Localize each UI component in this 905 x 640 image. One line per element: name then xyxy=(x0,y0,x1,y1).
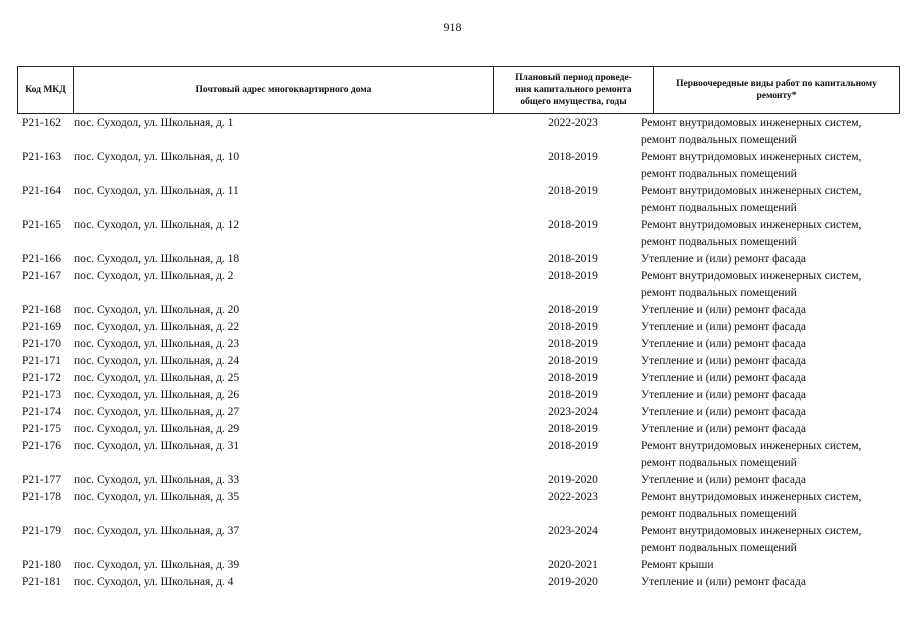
cell-address: пос. Суходол, ул. Школьная, д. 18 xyxy=(74,253,240,265)
cell-period: 2018-2019 xyxy=(548,338,598,350)
cell-period: 2018-2019 xyxy=(548,185,598,197)
table-row xyxy=(17,421,900,438)
cell-code: P21-179 xyxy=(22,525,61,537)
cell-code: P21-164 xyxy=(22,185,61,197)
cell-code: P21-178 xyxy=(22,491,61,503)
cell-code: P21-163 xyxy=(22,151,61,163)
cell-code: P21-174 xyxy=(22,406,61,418)
cell-works-line1: Утепление и (или) ремонт фасада xyxy=(641,338,806,350)
table-row xyxy=(17,353,900,370)
cell-address: пос. Суходол, ул. Школьная, д. 35 xyxy=(74,491,240,503)
table-row xyxy=(17,268,900,302)
cell-code: P21-166 xyxy=(22,253,61,265)
cell-works-line1: Утепление и (или) ремонт фасада xyxy=(641,576,806,588)
cell-code: P21-171 xyxy=(22,355,61,367)
page-number: 918 xyxy=(443,20,462,34)
cell-address: пос. Суходол, ул. Школьная, д. 4 xyxy=(74,576,234,588)
table-row xyxy=(17,574,900,591)
header-period xyxy=(493,67,653,113)
cell-period: 2018-2019 xyxy=(548,270,598,282)
cell-code: P21-162 xyxy=(22,117,61,129)
cell-period: 2018-2019 xyxy=(548,355,598,367)
cell-works-line1: Ремонт внутридомовых инженерных систем, xyxy=(641,440,862,452)
cell-works-line1: Ремонт внутридомовых инженерных систем, xyxy=(641,525,862,537)
cell-works-line1: Ремонт внутридомовых инженерных систем, xyxy=(641,270,862,282)
cell-period: 2023-2024 xyxy=(548,406,598,418)
cell-code: P21-167 xyxy=(22,270,61,282)
cell-works-line2: ремонт подвальных помещений xyxy=(641,134,797,146)
cell-works-line2: ремонт подвальных помещений xyxy=(641,287,797,299)
cell-period: 2023-2024 xyxy=(548,525,598,537)
cell-works-line2: ремонт подвальных помещений xyxy=(641,542,797,554)
cell-address: пос. Суходол, ул. Школьная, д. 26 xyxy=(74,389,240,401)
cell-works-line2: ремонт подвальных помещений xyxy=(641,457,797,469)
cell-period: 2018-2019 xyxy=(548,321,598,333)
cell-works-line1: Утепление и (или) ремонт фасада xyxy=(641,321,806,333)
cell-address: пос. Суходол, ул. Школьная, д. 20 xyxy=(74,304,240,316)
header-period-line1: Плановый период проведе- xyxy=(515,73,632,83)
cell-code: P21-173 xyxy=(22,389,61,401)
table-row xyxy=(17,115,900,149)
cell-works-line1: Ремонт внутридомовых инженерных систем, xyxy=(641,185,862,197)
cell-period: 2018-2019 xyxy=(548,372,598,384)
table-body xyxy=(17,115,900,591)
header-works xyxy=(653,67,900,113)
table-row xyxy=(17,438,900,472)
header-address: Почтовый адрес многоквартирного дома xyxy=(73,67,493,113)
cell-works-line1: Ремонт внутридомовых инженерных систем, xyxy=(641,219,862,231)
cell-period: 2019-2020 xyxy=(548,474,598,486)
cell-code: P21-172 xyxy=(22,372,61,384)
cell-works-line1: Ремонт внутридомовых инженерных систем, xyxy=(641,151,862,163)
header-period-line2: ния капитального ремонта xyxy=(515,85,632,95)
cell-address: пос. Суходол, ул. Школьная, д. 2 xyxy=(74,270,234,282)
cell-address: пос. Суходол, ул. Школьная, д. 33 xyxy=(74,474,240,486)
cell-period: 2018-2019 xyxy=(548,423,598,435)
cell-code: P21-170 xyxy=(22,338,61,350)
cell-works-line1: Утепление и (или) ремонт фасада xyxy=(641,372,806,384)
cell-works-line2: ремонт подвальных помещений xyxy=(641,168,797,180)
cell-address: пос. Суходол, ул. Школьная, д. 23 xyxy=(74,338,240,350)
cell-address: пос. Суходол, ул. Школьная, д. 11 xyxy=(74,185,239,197)
table-row xyxy=(17,472,900,489)
cell-works-line1: Утепление и (или) ремонт фасада xyxy=(641,423,806,435)
cell-works-line1: Ремонт внутридомовых инженерных систем, xyxy=(641,491,862,503)
table-row xyxy=(17,404,900,421)
cell-period: 2018-2019 xyxy=(548,304,598,316)
table-row xyxy=(17,149,900,183)
table-row xyxy=(17,251,900,268)
cell-address: пос. Суходол, ул. Школьная, д. 22 xyxy=(74,321,240,333)
table-row xyxy=(17,557,900,574)
cell-code: P21-177 xyxy=(22,474,61,486)
cell-works-line1: Утепление и (или) ремонт фасада xyxy=(641,474,806,486)
cell-code: P21-165 xyxy=(22,219,61,231)
cell-address: пос. Суходол, ул. Школьная, д. 31 xyxy=(74,440,240,452)
cell-works-line1: Ремонт внутридомовых инженерных систем, xyxy=(641,117,862,129)
cell-period: 2022-2023 xyxy=(548,117,598,129)
header-period-line3: общего имущества, годы xyxy=(520,97,627,107)
cell-period: 2018-2019 xyxy=(548,253,598,265)
cell-code: P21-176 xyxy=(22,440,61,452)
table-row xyxy=(17,523,900,557)
cell-works-line1: Утепление и (или) ремонт фасада xyxy=(641,253,806,265)
cell-works-line1: Ремонт крыши xyxy=(641,559,714,571)
cell-code: P21-168 xyxy=(22,304,61,316)
cell-works-line2: ремонт подвальных помещений xyxy=(641,236,797,248)
cell-works-line1: Утепление и (или) ремонт фасада xyxy=(641,389,806,401)
cell-period: 2018-2019 xyxy=(548,219,598,231)
table-row xyxy=(17,183,900,217)
cell-address: пос. Суходол, ул. Школьная, д. 10 xyxy=(74,151,240,163)
cell-period: 2022-2023 xyxy=(548,491,598,503)
header-code: Код МКД xyxy=(17,67,73,113)
table-row xyxy=(17,319,900,336)
cell-period: 2018-2019 xyxy=(548,151,598,163)
header-works-line1: Первоочередные виды работ по капитальному xyxy=(676,79,877,89)
cell-address: пос. Суходол, ул. Школьная, д. 25 xyxy=(74,372,240,384)
header-works-line2: ремонту* xyxy=(756,91,797,101)
cell-address: пос. Суходол, ул. Школьная, д. 39 xyxy=(74,559,240,571)
cell-code: P21-175 xyxy=(22,423,61,435)
cell-works-line1: Утепление и (или) ремонт фасада xyxy=(641,304,806,316)
cell-period: 2018-2019 xyxy=(548,389,598,401)
cell-period: 2019-2020 xyxy=(548,576,598,588)
table-row xyxy=(17,217,900,251)
table-row xyxy=(17,336,900,353)
cell-code: P21-180 xyxy=(22,559,61,571)
cell-period: 2018-2019 xyxy=(548,440,598,452)
cell-code: P21-181 xyxy=(22,576,61,588)
cell-address: пос. Суходол, ул. Школьная, д. 12 xyxy=(74,219,240,231)
cell-address: пос. Суходол, ул. Школьная, д. 27 xyxy=(74,406,240,418)
cell-works-line2: ремонт подвальных помещений xyxy=(641,508,797,520)
cell-address: пос. Суходол, ул. Школьная, д. 1 xyxy=(74,117,234,129)
cell-works-line1: Утепление и (или) ремонт фасада xyxy=(641,355,806,367)
table-row xyxy=(17,370,900,387)
cell-works-line1: Утепление и (или) ремонт фасада xyxy=(641,406,806,418)
cell-code: P21-169 xyxy=(22,321,61,333)
table-row xyxy=(17,387,900,404)
cell-address: пос. Суходол, ул. Школьная, д. 24 xyxy=(74,355,240,367)
cell-period: 2020-2021 xyxy=(548,559,598,571)
cell-works-line2: ремонт подвальных помещений xyxy=(641,202,797,214)
table-row xyxy=(17,302,900,319)
cell-address: пос. Суходол, ул. Школьная, д. 29 xyxy=(74,423,240,435)
cell-address: пос. Суходол, ул. Школьная, д. 37 xyxy=(74,525,240,537)
table-header xyxy=(17,66,900,114)
table-row xyxy=(17,489,900,523)
